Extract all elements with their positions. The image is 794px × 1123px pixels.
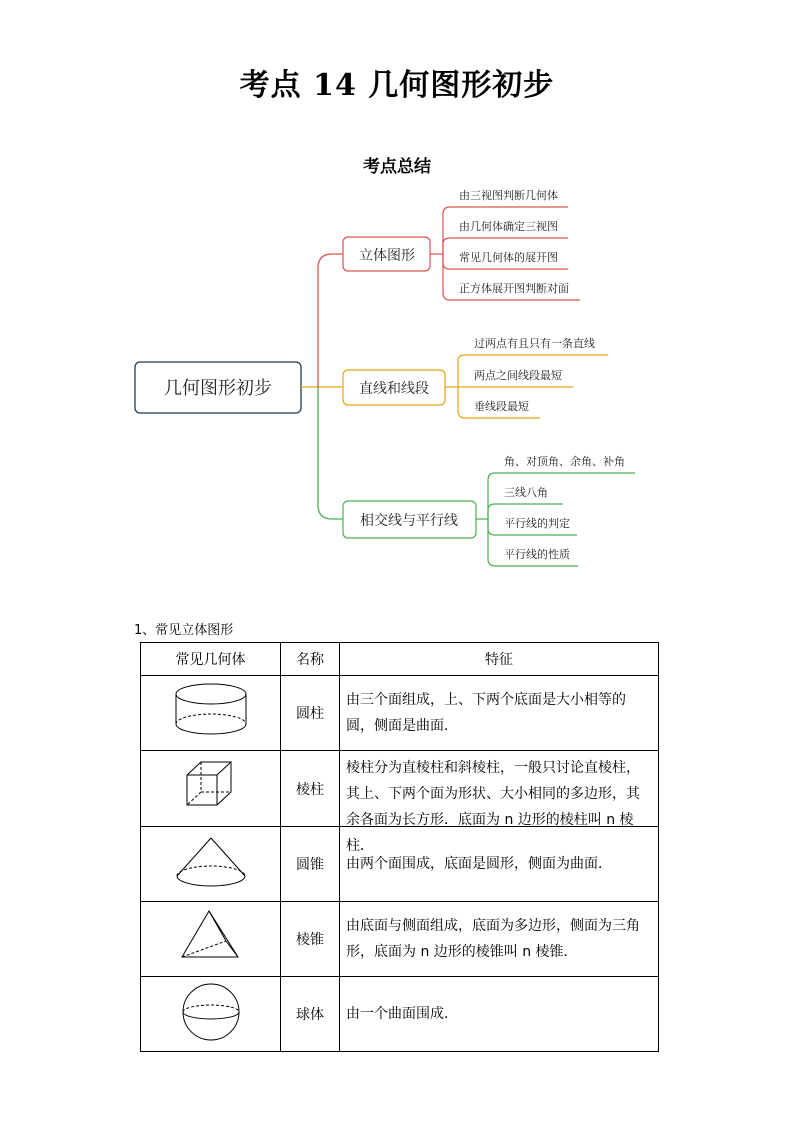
table-cell: 棱柱	[281, 751, 340, 827]
mindmap-leaf: 垂线段最短	[474, 400, 529, 413]
table-row	[141, 676, 659, 751]
table-row	[141, 751, 659, 827]
mindmap-branch-label: 立体图形	[359, 248, 415, 264]
table-row	[141, 827, 659, 902]
mindmap-branch-label: 直线和线段	[359, 381, 429, 397]
table-cell: 圆锥	[281, 827, 340, 902]
table-cell-text: 棱柱分为直棱柱和斜棱柱，一般只讨论直棱柱，其上、下两个面为形状、大小相同的多边形，其余各面为长方形．底面为 n 边形的棱柱叫 n 棱柱．	[346, 760, 640, 854]
mindmap-branch-label: 相交线与平行线	[360, 513, 458, 529]
table-cell	[141, 902, 281, 977]
table-cell	[340, 751, 659, 854]
table-cell: 棱锥	[281, 902, 340, 977]
cone-icon	[171, 832, 251, 892]
section-subtitle: 考点总结	[363, 157, 431, 177]
mindmap-leaf: 平行线的判定	[504, 517, 570, 530]
table-cell: 由两个面围成，底面是圆形，侧面为曲面．	[340, 827, 659, 902]
mindmap-leaf: 过两点有且只有一条直线	[474, 337, 595, 350]
table-cell	[141, 751, 281, 827]
mindmap-leaf: 两点之间线段最短	[474, 369, 562, 382]
table-cell	[141, 676, 281, 751]
page-title: 考点 14 几何图形初步	[239, 68, 555, 103]
table-cell: 由底面与侧面组成，底面为多边形，侧面为三角形，底面为 n 边形的棱锥叫 n 棱锥．	[340, 902, 659, 977]
mindmap-leaf: 平行线的性质	[504, 548, 570, 561]
cylinder-icon	[171, 681, 251, 741]
table-cell	[141, 827, 281, 902]
pyramid-icon	[176, 907, 246, 967]
mindmap-leaf: 常见几何体的展开图	[459, 251, 558, 264]
table-header-row	[141, 643, 659, 676]
table-cell: 球体	[281, 977, 340, 1052]
mindmap-leaf: 由三视图判断几何体	[459, 189, 558, 202]
solids-table	[140, 642, 659, 1052]
table-cell: 圆柱	[281, 676, 340, 751]
mindmap-leaf: 角、对顶角、余角、补角	[504, 455, 625, 468]
mindmap-leaf: 正方体展开图判断对面	[459, 282, 569, 295]
table-header: 特征	[340, 643, 659, 676]
section-heading: 1、常见立体图形	[134, 623, 234, 638]
sphere-icon	[176, 982, 246, 1042]
table-row	[141, 977, 659, 1052]
mindmap-leaf: 由几何体确定三视图	[459, 220, 558, 233]
table-cell: 由一个曲面围成．	[340, 977, 659, 1052]
mindmap-root-label: 几何图形初步	[164, 378, 272, 399]
mindmap-leaf: 三线八角	[504, 486, 548, 499]
table-header: 名称	[281, 643, 340, 676]
table-cell	[141, 977, 281, 1052]
table-cell: 由三个面组成，上、下两个底面是大小相等的圆，侧面是曲面．	[340, 676, 659, 751]
table-row	[141, 902, 659, 977]
prism-icon	[181, 757, 241, 817]
table-header: 常见几何体	[141, 643, 281, 676]
